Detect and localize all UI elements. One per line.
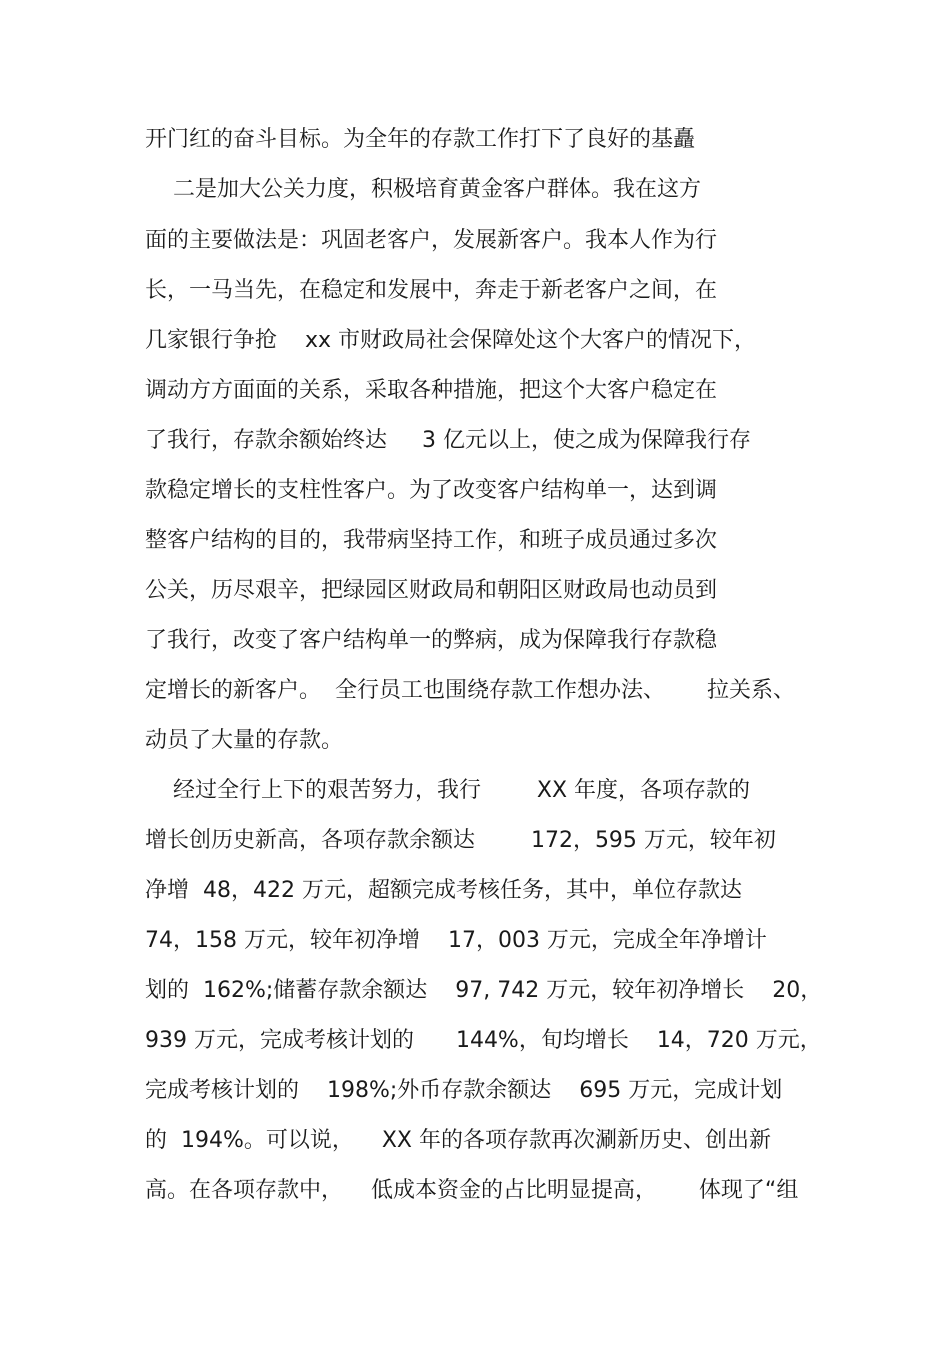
text-line: 的 194%。可以说， XX 年的各项存款再次涮新历史、创出新: [145, 1128, 771, 1153]
text-line: 划的 162%;储蓄存款余额达 97, 742 万元，较年初净增长 20，: [145, 978, 823, 1003]
text-line: 整客户结构的目的，我带病坚持工作，和班子成员通过多次: [145, 528, 718, 553]
text-line: 定增长的新客户。 全行员工也围绕存款工作想办法、 拉关系、: [145, 678, 795, 703]
text-line: 开门红的奋斗目标。为全年的存款工作打下了良好的基矗: [145, 127, 696, 152]
text-line: 高。在各项存款中， 低成本资金的占比明显提高， 体现了“组: [145, 1178, 799, 1203]
text-line: 增长创历史新高，各项存款余额达 172，595 万元，较年初: [145, 828, 776, 853]
text-line: 了我行，存款余额始终达 3 亿元以上，使之成为保障我行存: [145, 428, 751, 453]
text-line: 公关，历尽艰辛，把绿园区财政局和朝阳区财政局也动员到: [145, 578, 718, 603]
text-line: 动员了大量的存款。: [145, 728, 344, 753]
text-line: 939 万元，完成考核计划的 144%，旬均增长 14，720 万元，: [145, 1028, 822, 1053]
text-line: 长，一马当先，在稳定和发展中，奔走于新老客户之间，在: [145, 278, 718, 303]
text-line: 二是加大公关力度，积极培育黄金客户群体。我在这方: [145, 177, 701, 202]
text-line: 经过全行上下的艰苦努力，我行 XX 年度，各项存款的: [145, 778, 751, 803]
text-line: 几家银行争抢 xx 市财政局社会保障处这个大客户的情况下，: [145, 328, 757, 353]
text-line: 了我行，改变了客户结构单一的弊病，成为保障我行存款稳: [145, 628, 718, 653]
text-line: 净增 48，422 万元，超额完成考核任务，其中，单位存款达: [145, 878, 742, 903]
text-line: 完成考核计划的 198%;外币存款余额达 695 万元，完成计划: [145, 1078, 783, 1103]
text-line: 74，158 万元，较年初净增 17，003 万元，完成全年净增计: [145, 928, 767, 953]
text-line: 面的主要做法是：巩固老客户，发展新客户。我本人作为行: [145, 228, 718, 253]
text-line: 款稳定增长的支柱性客户。为了改变客户结构单一，达到调: [145, 478, 718, 503]
text-line: 调动方方面面的关系，采取各种措施，把这个大客户稳定在: [145, 378, 718, 403]
